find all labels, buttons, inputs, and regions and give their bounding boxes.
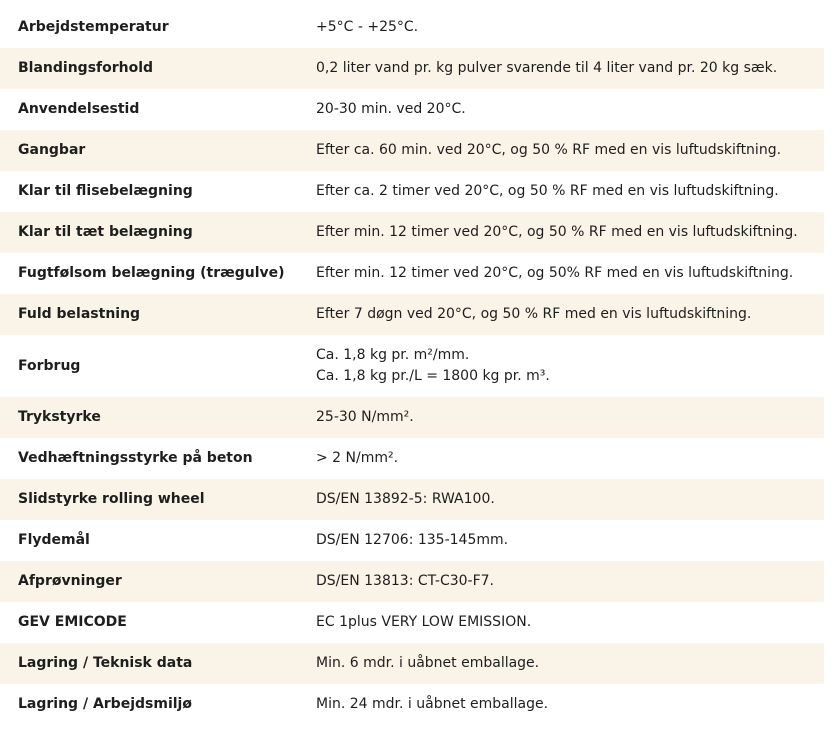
spec-value-line: 20-30 min. ved 20°C. [316,101,466,117]
spec-value [298,253,824,294]
spec-value-line: EC 1plus VERY LOW EMISSION. [316,614,532,630]
spec-label: Slidstyrke rolling wheel [0,479,298,520]
spec-value-line: DS/EN 13813: CT-C30-F7. [316,573,495,589]
spec-value [298,561,824,602]
table-row [0,561,824,602]
spec-value [298,520,824,561]
spec-label: Trykstyrke [0,397,298,438]
table-row [0,48,824,89]
spec-label: GEV EMICODE [18,614,127,630]
spec-value-line: Efter ca. 60 min. ved 20°C, og 50 % RF med en vis luftudskiftning. [316,142,782,158]
spec-label: Lagring / Arbejdsmiljø [18,696,192,712]
table-row [0,335,824,397]
table-row [0,212,824,253]
spec-value-line: +5°C - +25°C. [316,19,419,35]
table-row [0,89,824,130]
spec-value [298,684,824,725]
spec-value-line: Efter min. 12 timer ved 20°C, og 50% RF med en vis luftudskiftning. [316,265,794,281]
spec-value [298,643,824,684]
spec-value-line: Efter min. 12 timer ved 20°C, og 50 % RF med en vis luftudskiftning. [316,224,798,240]
table-row [0,397,824,438]
spec-value [298,7,824,48]
table-row [0,479,824,520]
table-row [0,684,824,725]
table-row [0,602,824,643]
spec-label: Anvendelsestid [18,101,140,117]
spec-label: Klar til tæt belægning [0,212,298,253]
spec-value-line: DS/EN 13892-5: RWA100. [316,491,495,507]
spec-value [298,397,824,438]
spec-value-line: 0,2 liter vand pr. kg pulver svarende til 4 liter vand pr. 20 kg sæk. [316,60,778,76]
spec-value [298,602,824,643]
spec-label: Fugtfølsom belægning (trægulve) [18,265,285,281]
spec-value-line: Min. 24 mdr. i uåbnet emballage. [316,696,549,712]
spec-value [298,171,824,212]
spec-label: Fuld belastning [0,294,298,335]
spec-label: Klar til flisebelægning [18,183,193,199]
table-row [0,7,824,48]
table-row [0,643,824,684]
spec-value [298,89,824,130]
spec-label: Lagring / Teknisk data [0,643,298,684]
table-row [0,438,824,479]
spec-value-line: 25-30 N/mm². [316,409,414,425]
spec-value [298,48,824,89]
spec-value [298,479,824,520]
table-row [0,253,824,294]
spec-value [298,438,824,479]
spec-label: Forbrug [18,357,81,374]
table-row [0,130,824,171]
spec-value [298,130,824,171]
spec-value-line: Efter ca. 2 timer ved 20°C, og 50 % RF med en vis luftudskiftning. [316,183,779,199]
spec-table-body [0,7,824,725]
spec-label: Afprøvninger [0,561,298,602]
spec-value-line: Efter 7 døgn ved 20°C, og 50 % RF med en vis luftudskiftning. [316,306,752,322]
spec-value [298,294,824,335]
spec-value [298,212,824,253]
spec-label: Arbejdstemperatur [18,19,169,35]
table-row [0,294,824,335]
table-row [0,520,824,561]
spec-value-line: Ca. 1,8 kg pr./L = 1800 kg pr. m³. [316,368,550,384]
spec-label: Flydemål [18,532,90,548]
spec-table [0,7,824,725]
spec-label: Gangbar [0,130,298,171]
spec-value-line: Ca. 1,8 kg pr. m²/mm. [316,347,470,363]
table-row [0,171,824,212]
spec-value [298,335,824,397]
spec-value-line: > 2 N/mm². [316,450,399,466]
spec-value-line: Min. 6 mdr. i uåbnet emballage. [316,655,540,671]
spec-label: Vedhæftningsstyrke på beton [18,450,253,466]
spec-label: Blandingsforhold [0,48,298,89]
spec-value-line: DS/EN 12706: 135-145mm. [316,532,509,548]
